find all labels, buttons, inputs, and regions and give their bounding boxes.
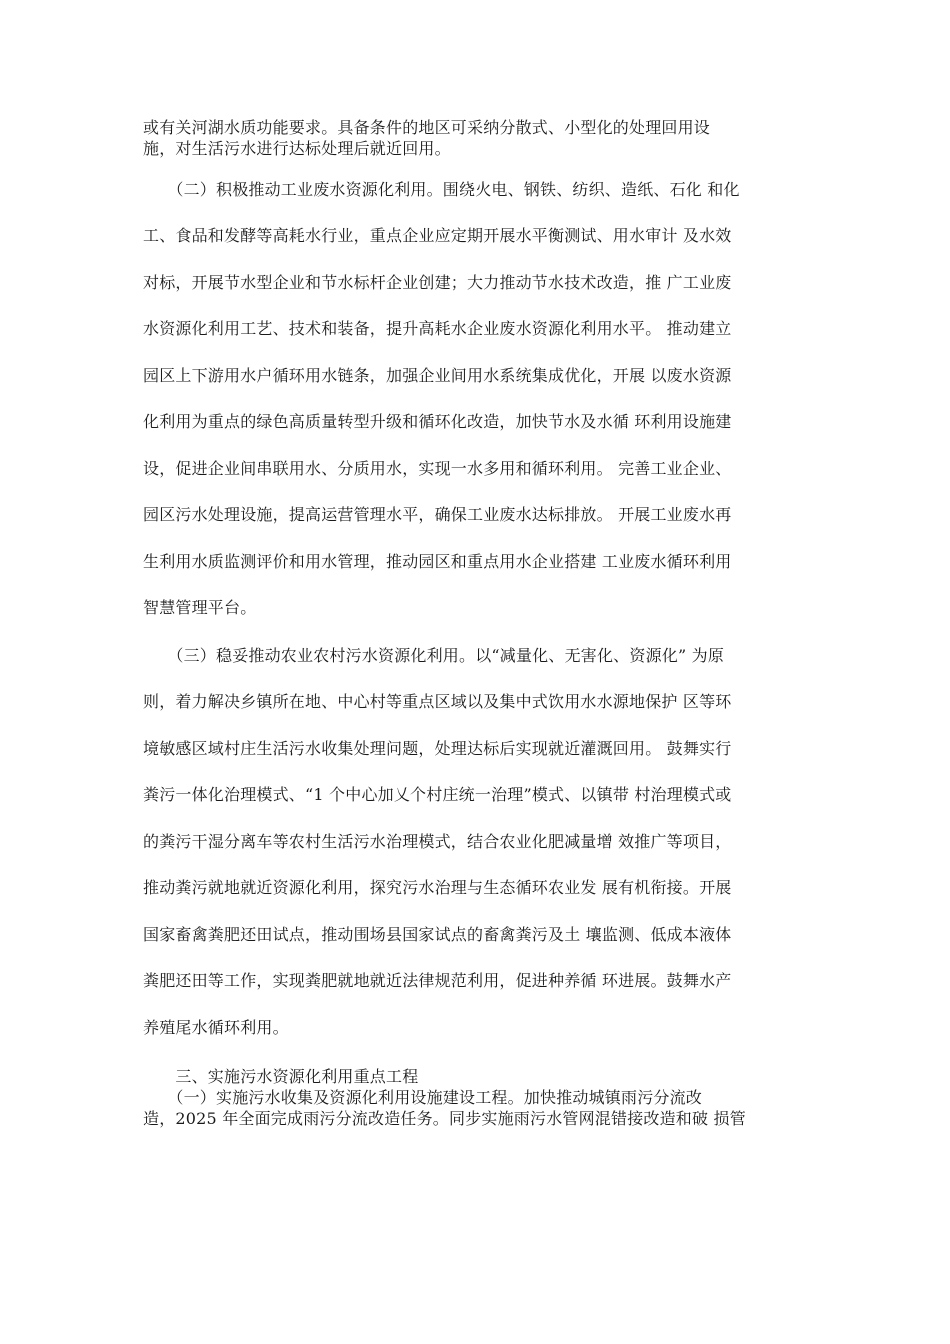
text-line: 造，2025 年全面完成雨污分流改造任务。同步实施雨污水管网混错接改造和破 损管 bbox=[143, 1109, 746, 1128]
text-line: 粪肥还田等工作，实现粪肥就地就近法律规范利用，促进种养循 环进展。鼓舞水产 bbox=[143, 971, 732, 990]
text-line: 对标，开展节水型企业和节水标杆企业创建；大力推动节水技术改造，推 广工业废 bbox=[143, 273, 732, 292]
text-line: 园区污水处理设施，提高运营管理水平，确保工业废水达标排放。 开展工业废水再 bbox=[143, 505, 732, 524]
text-line: 化利用为重点的绿色高质量转型升级和循环化改造，加快节水及水循 环利用设施建 bbox=[143, 412, 732, 431]
text-line: 施，对生活污水进行达标处理后就近回用。 bbox=[143, 139, 451, 158]
text-line: 国家畜禽粪肥还田试点，推动围场县国家试点的畜禽粪污及土 壤监测、低成本液体 bbox=[143, 925, 732, 944]
text-line: （三）稳妥推动农业农村污水资源化利用。以“减量化、无害化、资源化” 为原 bbox=[143, 646, 725, 665]
text-line: 的粪污干湿分离车等农村生活污水治理模式，结合农业化肥减量增 效推广等项目， bbox=[143, 832, 732, 851]
section-heading: 三、实施污水资源化利用重点工程 bbox=[143, 1067, 419, 1086]
text-line: （二）积极推动工业废水资源化利用。围绕火电、钢铁、纺织、造纸、石化 和化 bbox=[143, 180, 740, 199]
text-line: 则，着力解决乡镇所在地、中心村等重点区域以及集中式饮用水水源地保护 区等环 bbox=[143, 692, 732, 711]
text-line: 推动粪污就地就近资源化利用，探究污水治理与生态循环农业发 展有机衔接。开展 bbox=[143, 878, 732, 897]
text-line: 或有关河湖水质功能要求。具备条件的地区可采纳分散式、小型化的处理回用设 bbox=[143, 118, 711, 137]
text-line: 智慧管理平台。 bbox=[143, 598, 257, 617]
text-line: 工、食品和发酵等高耗水行业，重点企业应定期开展水平衡测试、用水审计 及水效 bbox=[143, 226, 732, 245]
text-line: 设，促进企业间串联用水、分质用水，实现一水多用和循环利用。 完善工业企业、 bbox=[143, 459, 732, 478]
text-line: （一）实施污水收集及资源化利用设施建设工程。加快推动城镇雨污分流改 bbox=[143, 1088, 703, 1107]
text-line: 园区上下游用水户循环用水链条，加强企业间用水系统集成优化，开展 以废水资源 bbox=[143, 366, 732, 385]
text-line: 粪污一体化治理模式、“1 个中心加乂个村庄统一治理”模式、以镇带 村治理模式或 bbox=[143, 785, 732, 804]
text-line: 生利用水质监测评价和用水管理，推动园区和重点用水企业搭建 工业废水循环利用 bbox=[143, 552, 732, 571]
text-line: 水资源化利用工艺、技术和装备，提升高耗水企业废水资源化利用水平。 推动建立 bbox=[143, 319, 732, 338]
text-line: 境敏感区域村庄生活污水收集处理问题，处理达标后实现就近灌溉回用。 鼓舞实行 bbox=[143, 739, 732, 758]
text-line: 养殖尾水循环利用。 bbox=[143, 1018, 289, 1037]
